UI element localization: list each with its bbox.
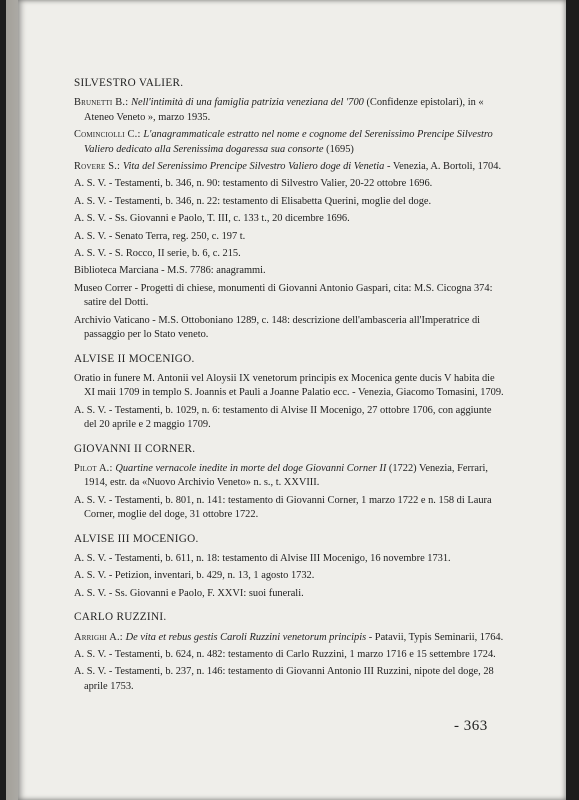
section-heading: GIOVANNI II CORNER.	[74, 442, 196, 455]
entry-text: A. S. V. - Petizion, inventari, b. 429, n. 13, 1 agosto 1732.	[74, 570, 315, 582]
entry-text: (1722) Venezia, Ferrari, 1914, estr. da «Nuovo Archivio Veneto» n. s., t. XXVIII.	[84, 462, 488, 489]
entry-text: Biblioteca Marciana - M.S. 7786: anagrammi.	[74, 265, 266, 277]
section-heading: SILVESTRO VALIER.	[74, 77, 184, 89]
entry-text: A. S. V. - Senato Terra, reg. 250, c. 197 t.	[74, 230, 246, 242]
bibliography-entry	[74, 631, 504, 645]
entry-text: Archivio Vaticano - M.S. Ottoboniano 1289, c. 148: descrizione dell'ambasceria all'Imperatrice di passaggio per lo Stato veneto.	[74, 314, 481, 341]
bibliography-entry	[74, 587, 504, 601]
entry-title: Vita del Serenissimo Prencipe Silvestro Valiero doge di Venetia	[122, 161, 385, 173]
bibliography-entry	[74, 314, 504, 343]
section-heading: ALVISE II MOCENIGO.	[74, 352, 195, 365]
bibliography-entry	[74, 195, 504, 209]
entry-text: (Confidenze epistolari), in « Ateneo Veneto », marzo 1935.	[84, 97, 484, 123]
entry-text: A. S. V. - Ss. Giovanni e Paolo, T. III, c. 133 t., 20 dicembre 1696.	[74, 213, 350, 225]
entry-title: Nell'intimità di una famiglia patrizia veneziana del '700	[131, 97, 364, 109]
entry-author: Arrighi A.:	[74, 631, 126, 643]
entry-text: - Venezia, A. Bortoli, 1704.	[384, 161, 502, 173]
bibliography-entry	[74, 282, 504, 311]
entry-text: - Patavii, Typis Seminarii, 1764.	[366, 631, 504, 643]
entry-author: Cominciolli C.:	[74, 129, 144, 141]
entry-author: Brunetti B.:	[74, 97, 132, 109]
bibliography-entry	[74, 128, 504, 157]
entry-text: A. S. V. - Ss. Giovanni e Paolo, F. XXVI: suoi funerali.	[74, 587, 304, 599]
entry-text: Museo Correr - Progetti di chiese, monumenti di Giovanni Antonio Gaspari, cita: M.S. Cicogna 374: satire del Dotti.	[74, 282, 493, 309]
bibliography-entry	[74, 494, 504, 523]
section-heading: ALVISE III MOCENIGO.	[74, 532, 199, 545]
entry-text: A. S. V. - S. Rocco, II serie, b. 6, c. 215.	[74, 248, 241, 260]
bibliography-entry	[74, 569, 504, 583]
entry-text: A. S. V. - Testamenti, b. 1029, n. 6: testamento di Alvise II Mocenigo, 27 ottobre 1706, con aggiunte del 20 aprile e 2 maggio 1709.	[74, 404, 492, 431]
entry-text: A. S. V. - Testamenti, b. 801, n. 141: testamento di Giovanni Corner, 1 marzo 1722 e n. 158 di Laura Corner, moglie del doge, 31 ottobre 1722.	[74, 494, 492, 521]
entry-text: A. S. V. - Testamenti, b. 346, n. 90: testamento di Silvestro Valier, 20-22 ottobre 1696.	[74, 178, 433, 190]
bibliography-entry	[74, 552, 504, 566]
bibliography-entry	[74, 160, 504, 174]
bibliography-entry	[74, 230, 504, 244]
bibliography-entry	[74, 404, 504, 433]
book-page	[18, 0, 566, 800]
entry-text: A. S. V. - Testamenti, b. 624, n. 482: testamento di Carlo Ruzzini, 1 marzo 1716 e 15 settembre 1724.	[74, 649, 496, 660]
bibliography-body	[74, 76, 504, 697]
entry-text: A. S. V. - Testamenti, b. 237, n. 146: testamento di Giovanni Antonio III Ruzzini, nipote del doge, 28 aprile 1753.	[74, 666, 494, 692]
bibliography-entry	[74, 96, 504, 125]
page-number: - 363	[454, 718, 488, 734]
bibliography-entry	[74, 247, 504, 261]
entry-author: Rovere S.:	[74, 161, 123, 173]
section-heading: CARLO RUZZINI.	[74, 611, 167, 624]
bibliography-entry	[74, 177, 504, 191]
entry-title: De vita et rebus gestis Caroli Ruzzini venetorum principis	[125, 631, 367, 643]
bibliography-entry	[74, 372, 504, 401]
entry-title: L'anagrammaticale estratto nel nome e cognome del Serenissimo Prencipe Silvestro Valiero dedicato alla Serenissima dogaressa sua consorte	[84, 129, 493, 155]
bibliography-entry	[74, 665, 504, 694]
entry-author: Pilot A.:	[74, 462, 116, 474]
entry-text: Oratio in funere M. Antonii vel Aloysii IX venetorum principis ex Mocenica gente ducis V habita die XI maii 1709 in templo S. Joannis et Pauli a Joanne Palatio ecc. - Venezia, Giacomo Tomasini, 1709.	[74, 372, 504, 399]
entry-text: (1695)	[323, 143, 354, 155]
bibliography-entry	[74, 462, 504, 491]
entry-title: Quartine vernacole inedite in morte del doge Giovanni Corner II	[115, 462, 387, 474]
bibliography-entry	[74, 264, 504, 278]
entry-text: A. S. V. - Testamenti, b. 346, n. 22: testamento di Elisabetta Querini, moglie del doge.	[74, 195, 432, 207]
entry-text: A. S. V. - Testamenti, b. 611, n. 18: testamento di Alvise III Mocenigo, 16 novembre 1731.	[74, 552, 451, 564]
bibliography-entry	[74, 648, 504, 662]
bibliography-entry	[74, 212, 504, 226]
